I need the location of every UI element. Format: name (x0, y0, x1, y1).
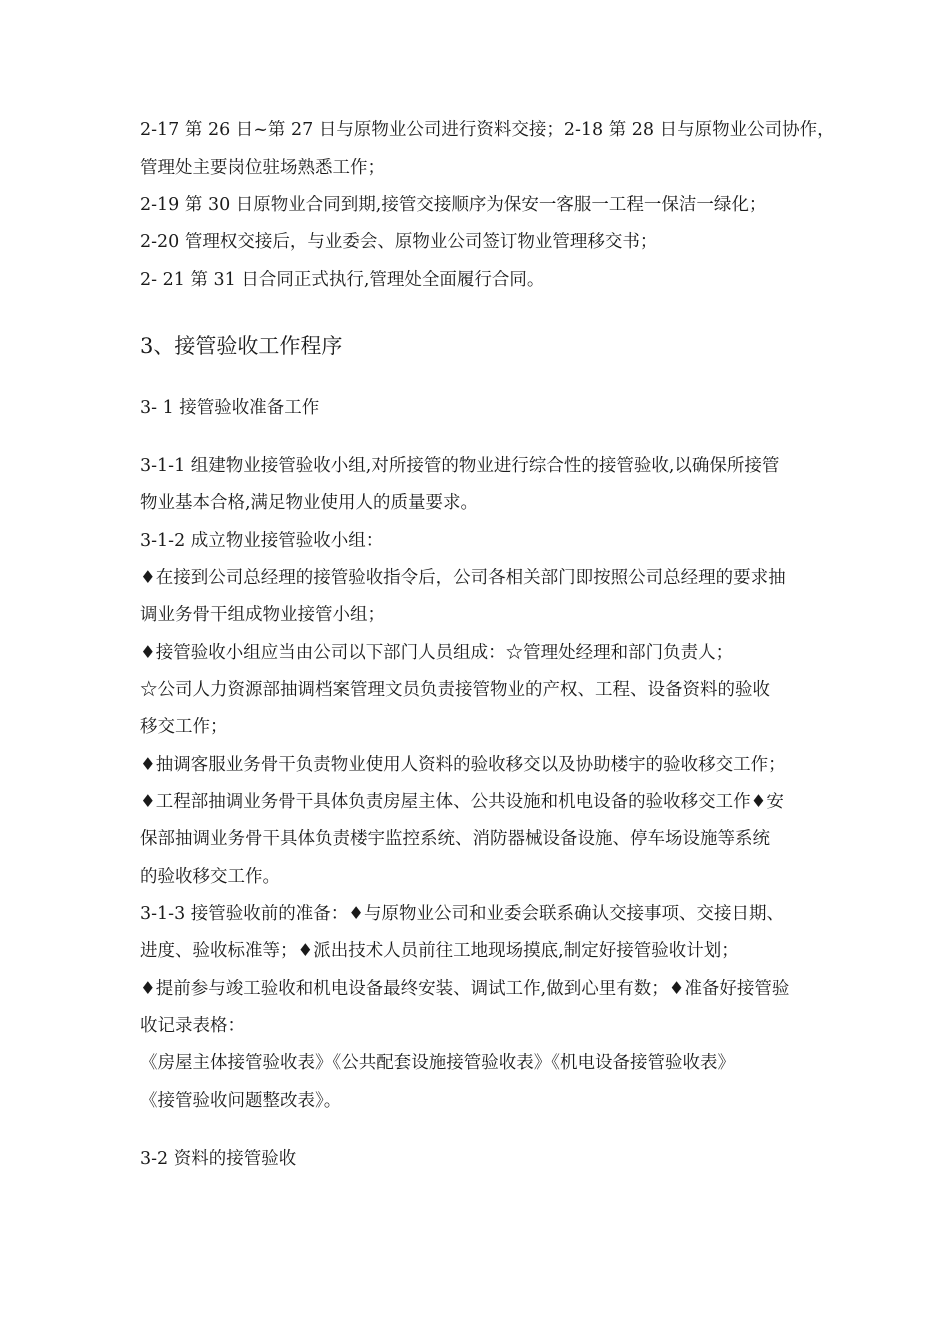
text-line: ♦抽调客服业务骨干负责物业使用人资料的验收移交以及协助楼宇的验收移交工作； (140, 755, 786, 775)
text-line: 《房屋主体接管验收表》《公共配套设施接管验收表》《机电设备接管验收表》 (140, 1053, 735, 1073)
text-line: 物业基本合格,满足物业使用人的质量要求。 (140, 493, 479, 513)
document-page (140, 0, 840, 1344)
text-line: ♦工程部抽调业务骨干具体负责房屋主体、公共设施和机电设备的验收移交工作♦安 (140, 792, 784, 812)
text-line: 3-1-2 成立物业接管验收小组： (140, 531, 384, 551)
text-line: 移交工作； (140, 717, 228, 737)
text-line: ♦接管验收小组应当由公司以下部门人员组成：☆管理处经理和部门负责人； (140, 643, 734, 663)
subsection-heading: 3-2 资料的接管验收 (140, 1149, 297, 1169)
text-line: 2-20 管理权交接后，与业委会、原物业公司签订物业管理移交书； (140, 232, 658, 252)
text-line: 2-17 第 26 日~第 27 日与原物业公司进行资料交接；2-18 第 28 日与原物业公司协作， (140, 120, 835, 140)
text-line: 调业务骨干组成物业接管小组； (140, 605, 385, 625)
text-line: ♦提前参与竣工验收和机电设备最终安装、调试工作,做到心里有数；♦准备好接管验 (140, 979, 790, 999)
text-line: 2-19 第 30 日原物业合同到期,接管交接顺序为保安一客服一工程一保洁一绿化； (140, 195, 767, 215)
text-line: 管理处主要岗位驻场熟悉工作； (140, 158, 385, 178)
text-line: 3-1-3 接管验收前的准备：♦与原物业公司和业委会联系确认交接事项、交接日期、 (140, 904, 784, 924)
text-line: 3-1-1 组建物业接管验收小组,对所接管的物业进行综合性的接管验收,以确保所接管 (140, 456, 780, 476)
text-line: 保部抽调业务骨干具体负责楼宇监控系统、消防器械设备设施、停车场设施等系统 (140, 829, 770, 849)
text-line: ☆公司人力资源部抽调档案管理文员负责接管物业的产权、工程、设备资料的验收 (140, 680, 770, 700)
text-line: 2- 21 第 31 日合同正式执行,管理处全面履行合同。 (140, 270, 545, 290)
text-line: ♦在接到公司总经理的接管验收指令后，公司各相关部门即按照公司总经理的要求抽 (140, 568, 786, 588)
text-line: 收记录表格： (140, 1016, 245, 1036)
text-line: 进度、验收标准等；♦派出技术人员前往工地现场摸底,制定好接管验收计划； (140, 941, 739, 961)
text-line: 《接管验收问题整改表》。 (140, 1091, 342, 1111)
section-heading: 3、接管验收工作程序 (140, 334, 343, 358)
subsection-heading: 3- 1 接管验收准备工作 (140, 398, 320, 418)
text-line: 的验收移交工作。 (140, 867, 280, 887)
